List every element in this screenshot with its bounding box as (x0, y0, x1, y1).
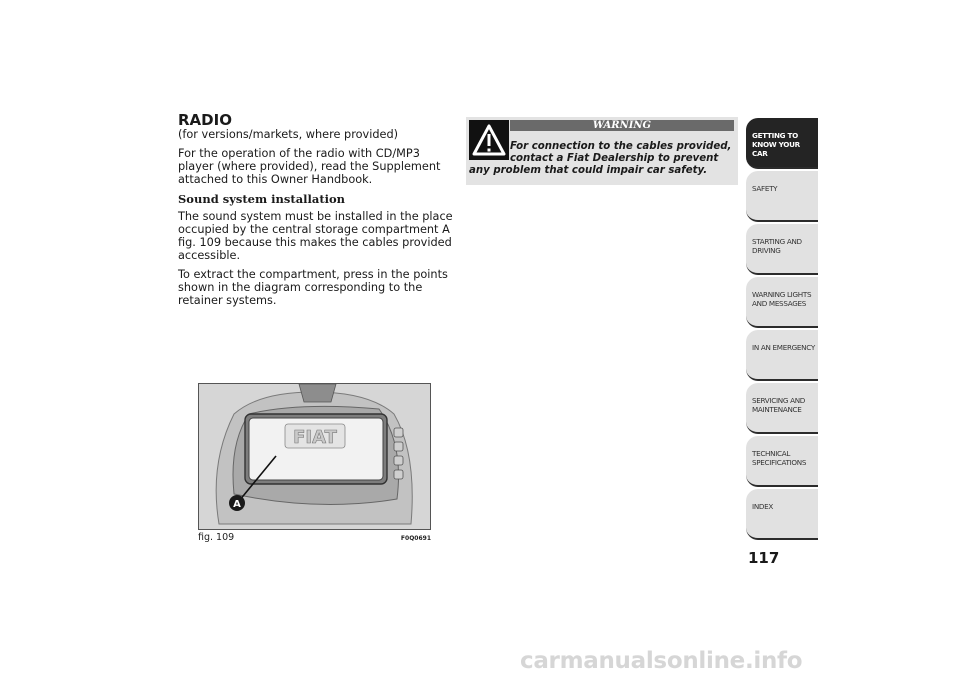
page-number: 117 (748, 549, 780, 567)
intro-paragraph: For the operation of the radio with CD/MP3 player (where provided), read the Supplement attached to this Owner Handbook. (178, 147, 441, 186)
figure-caption: fig. 109 (198, 532, 235, 543)
tab-in-an-emergency[interactable] (746, 330, 818, 381)
body-paragraph-2: To extract the compartment, press in the points shown in the diagram corresponding to the retainer systems. (178, 268, 448, 307)
tab-getting-to-know-your-car[interactable] (746, 118, 818, 169)
section-heading: RADIO (178, 111, 232, 129)
warning-box (466, 117, 738, 185)
tab-label: GETTING TO KNOW YOUR CAR (752, 131, 800, 158)
callout-a: A (233, 499, 241, 510)
tab-label: STARTING AND DRIVING (752, 237, 802, 255)
tab-label: SAFETY (752, 184, 778, 193)
radio-section (178, 112, 456, 313)
tab-index[interactable] (746, 489, 818, 540)
tab-servicing-and-maintenance[interactable] (746, 383, 818, 434)
dashboard-drawing (199, 384, 430, 529)
dashboard-illustration (198, 383, 431, 530)
tab-label: TECHNICAL SPECIFICATIONS (752, 449, 807, 467)
figure-109 (198, 383, 431, 545)
warning-title: WARNING (510, 120, 734, 131)
fiat-logo-text: FIAT (293, 427, 337, 448)
tab-starting-and-driving[interactable] (746, 224, 818, 275)
warning-line-2: contact a Fiat Dealership to prevent (510, 153, 719, 164)
warning-line-1: For connection to the cables provided, (510, 141, 732, 152)
versions-note: (for versions/markets, where provided) (178, 128, 399, 141)
body-paragraph-1: The sound system must be installed in the place occupied by the central storage compartment A fig. 109 because this makes the cables provided accessible. (178, 210, 453, 262)
tab-technical-specifications[interactable] (746, 436, 818, 487)
warning-line-3: any problem that could impair car safety. (469, 165, 708, 176)
tab-safety[interactable] (746, 171, 818, 222)
subheading: Sound system installation (178, 192, 346, 206)
tab-warning-lights[interactable] (746, 277, 818, 328)
watermark: carmanualsonline.info (520, 648, 803, 674)
tab-label: IN AN EMERGENCY (752, 343, 815, 352)
tab-label: SERVICING AND MAINTENANCE (752, 396, 806, 414)
tab-label: INDEX (752, 502, 773, 511)
warning-text (469, 141, 735, 177)
tab-label: WARNING LIGHTS AND MESSAGES (752, 290, 812, 308)
figure-code: F0Q0691 (400, 535, 431, 542)
